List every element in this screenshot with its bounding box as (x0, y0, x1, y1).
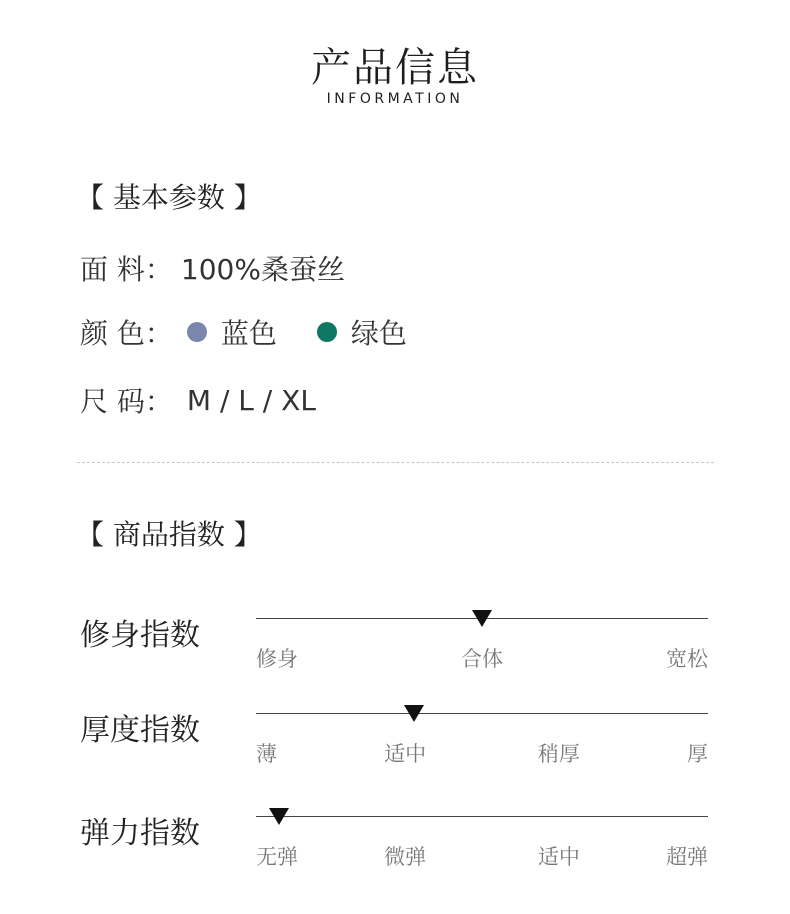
blue-swatch-icon (187, 322, 207, 342)
color-name-blue: 蓝色 (220, 317, 277, 350)
page-subtitle: INFORMATION (326, 91, 464, 107)
size-label: 尺 码： (80, 385, 173, 418)
color-option-blue (187, 312, 277, 352)
index-marker-icon (404, 705, 424, 722)
color-row (80, 312, 407, 352)
color-label: 颜 色： (80, 317, 173, 350)
index-tick-label: 超弹 (666, 845, 708, 869)
fabric-value: 100%桑蚕丝 (180, 253, 345, 286)
index-tick-label: 厚 (687, 742, 708, 766)
index-tick-label: 薄 (256, 742, 277, 766)
index-tick-label: 微弹 (384, 845, 427, 869)
index-label: 厚度指数 (80, 713, 200, 748)
basic-params-heading: 【 基本参数 】 (76, 181, 262, 214)
size-row (80, 380, 316, 420)
index-track (256, 713, 708, 714)
index-heading: 【 商品指数 】 (76, 518, 262, 551)
color-option-green (317, 312, 407, 352)
section-divider (77, 462, 714, 463)
index-tick-label: 无弹 (256, 845, 298, 869)
green-swatch-icon (317, 322, 337, 342)
index-track (256, 816, 708, 817)
index-label: 修身指数 (80, 618, 200, 653)
fabric-label: 面 料： (80, 253, 173, 286)
index-tick-label: 适中 (537, 845, 580, 869)
index-tick-label: 合体 (461, 647, 503, 671)
index-tick-label: 适中 (384, 742, 427, 766)
index-tick-label: 稍厚 (537, 742, 580, 766)
index-tick-label: 宽松 (666, 647, 708, 671)
size-value: M / L / XL (186, 383, 316, 417)
color-name-green: 绿色 (350, 317, 407, 350)
index-marker-icon (269, 808, 289, 825)
page-title: 产品信息 (311, 45, 479, 91)
index-label: 弹力指数 (80, 816, 200, 851)
index-marker-icon (472, 610, 492, 627)
fabric-row (80, 248, 345, 288)
index-tick-label: 修身 (256, 647, 298, 671)
